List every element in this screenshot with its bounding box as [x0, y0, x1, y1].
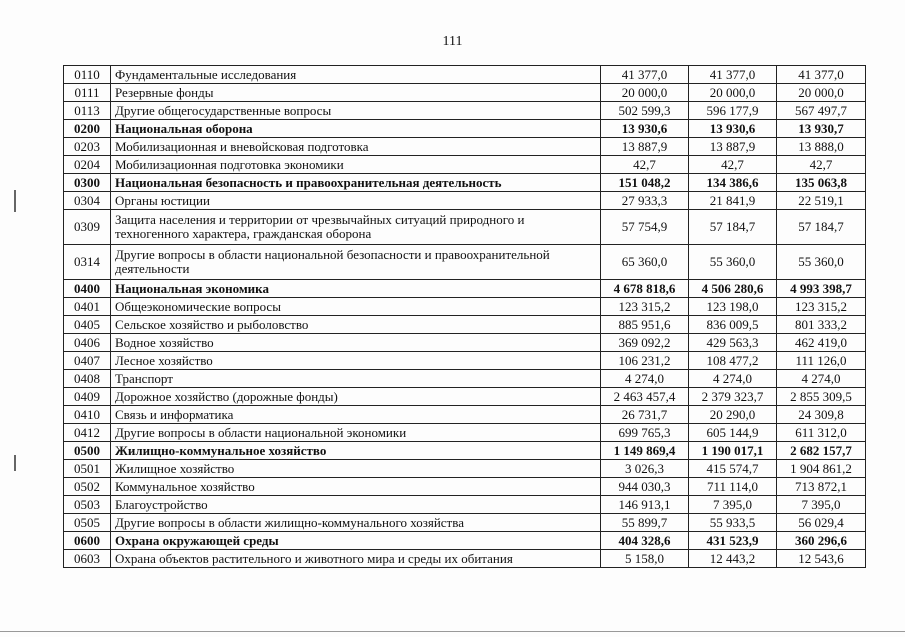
- row-value-3: 111 126,0: [777, 352, 866, 370]
- table-row: [64, 245, 866, 280]
- table-row: [64, 192, 866, 210]
- scan-edge-mark: [14, 455, 16, 471]
- row-value-1: 944 030,3: [601, 478, 689, 496]
- row-name: Защита населения и территории от чрезвычайных ситуаций природного и техногенного характера, гражданская оборона: [111, 210, 601, 245]
- row-value-2: 134 386,6: [689, 174, 777, 192]
- row-value-3: 135 063,8: [777, 174, 866, 192]
- row-code: 0304: [64, 192, 111, 210]
- row-value-1: 151 048,2: [601, 174, 689, 192]
- row-name: Другие общегосударственные вопросы: [111, 102, 601, 120]
- row-value-3: 1 904 861,2: [777, 460, 866, 478]
- row-name: Дорожное хозяйство (дорожные фонды): [111, 388, 601, 406]
- row-name: Благоустройство: [111, 496, 601, 514]
- row-value-2: 20 000,0: [689, 84, 777, 102]
- row-value-3: 4 993 398,7: [777, 280, 866, 298]
- row-name: Сельское хозяйство и рыболовство: [111, 316, 601, 334]
- row-value-1: 4 678 818,6: [601, 280, 689, 298]
- row-value-2: 4 274,0: [689, 370, 777, 388]
- table-row: [64, 370, 866, 388]
- table-row: [64, 138, 866, 156]
- row-value-1: 3 026,3: [601, 460, 689, 478]
- row-value-2: 57 184,7: [689, 210, 777, 245]
- row-name: Коммунальное хозяйство: [111, 478, 601, 496]
- table-row: [64, 550, 866, 568]
- row-name: Жилищно-коммунальное хозяйство: [111, 442, 601, 460]
- section-row: [64, 442, 866, 460]
- row-code: 0401: [64, 298, 111, 316]
- row-code: 0203: [64, 138, 111, 156]
- row-name: Резервные фонды: [111, 84, 601, 102]
- row-code: 0600: [64, 532, 111, 550]
- row-value-1: 65 360,0: [601, 245, 689, 280]
- row-value-2: 108 477,2: [689, 352, 777, 370]
- row-name: Национальная экономика: [111, 280, 601, 298]
- row-code: 0400: [64, 280, 111, 298]
- row-value-1: 41 377,0: [601, 66, 689, 84]
- row-value-1: 57 754,9: [601, 210, 689, 245]
- row-value-2: 711 114,0: [689, 478, 777, 496]
- row-value-3: 13 930,7: [777, 120, 866, 138]
- row-value-3: 2 855 309,5: [777, 388, 866, 406]
- row-value-2: 123 198,0: [689, 298, 777, 316]
- row-name: Фундаментальные исследования: [111, 66, 601, 84]
- row-code: 0410: [64, 406, 111, 424]
- row-value-1: 123 315,2: [601, 298, 689, 316]
- budget-table: [63, 65, 866, 568]
- table-row: [64, 388, 866, 406]
- row-code: 0200: [64, 120, 111, 138]
- row-value-3: 611 312,0: [777, 424, 866, 442]
- row-value-2: 13 887,9: [689, 138, 777, 156]
- table-row: [64, 424, 866, 442]
- row-value-2: 415 574,7: [689, 460, 777, 478]
- row-value-3: 57 184,7: [777, 210, 866, 245]
- table-row: [64, 298, 866, 316]
- row-code: 0405: [64, 316, 111, 334]
- row-code: 0204: [64, 156, 111, 174]
- row-value-2: 55 933,5: [689, 514, 777, 532]
- row-value-1: 13 887,9: [601, 138, 689, 156]
- row-value-2: 13 930,6: [689, 120, 777, 138]
- row-value-1: 699 765,3: [601, 424, 689, 442]
- row-value-1: 5 158,0: [601, 550, 689, 568]
- row-code: 0309: [64, 210, 111, 245]
- row-name: Другие вопросы в области жилищно-коммунального хозяйства: [111, 514, 601, 532]
- row-value-2: 4 506 280,6: [689, 280, 777, 298]
- section-row: [64, 532, 866, 550]
- row-name: Охрана объектов растительного и животного мира и среды их обитания: [111, 550, 601, 568]
- row-value-3: 713 872,1: [777, 478, 866, 496]
- row-name: Органы юстиции: [111, 192, 601, 210]
- page-number: 111: [442, 34, 463, 49]
- section-row: [64, 120, 866, 138]
- row-value-3: 123 315,2: [777, 298, 866, 316]
- row-value-2: 431 523,9: [689, 532, 777, 550]
- row-code: 0503: [64, 496, 111, 514]
- table-row: [64, 316, 866, 334]
- row-value-3: 13 888,0: [777, 138, 866, 156]
- row-value-1: 146 913,1: [601, 496, 689, 514]
- row-value-1: 2 463 457,4: [601, 388, 689, 406]
- row-value-1: 369 092,2: [601, 334, 689, 352]
- row-value-3: 20 000,0: [777, 84, 866, 102]
- row-value-1: 1 149 869,4: [601, 442, 689, 460]
- row-name: Другие вопросы в области национальной безопасности и правоохранительной деятельности: [111, 245, 601, 280]
- row-code: 0408: [64, 370, 111, 388]
- table-row: [64, 478, 866, 496]
- row-name: Мобилизационная подготовка экономики: [111, 156, 601, 174]
- row-value-1: 20 000,0: [601, 84, 689, 102]
- row-value-3: 55 360,0: [777, 245, 866, 280]
- row-name: Мобилизационная и вневойсковая подготовка: [111, 138, 601, 156]
- row-value-2: 1 190 017,1: [689, 442, 777, 460]
- row-value-3: 41 377,0: [777, 66, 866, 84]
- row-name: Охрана окружающей среды: [111, 532, 601, 550]
- table-row: [64, 156, 866, 174]
- table-row: [64, 334, 866, 352]
- section-row: [64, 174, 866, 192]
- row-value-2: 429 563,3: [689, 334, 777, 352]
- row-value-3: 42,7: [777, 156, 866, 174]
- row-value-3: 801 333,2: [777, 316, 866, 334]
- row-value-2: 7 395,0: [689, 496, 777, 514]
- table-row: [64, 352, 866, 370]
- row-value-3: 462 419,0: [777, 334, 866, 352]
- scan-edge-mark: [14, 190, 16, 212]
- row-name: Национальная безопасность и правоохранительная деятельность: [111, 174, 601, 192]
- row-code: 0110: [64, 66, 111, 84]
- row-name: Другие вопросы в области национальной экономики: [111, 424, 601, 442]
- table-row: [64, 514, 866, 532]
- row-code: 0314: [64, 245, 111, 280]
- row-code: 0409: [64, 388, 111, 406]
- row-value-2: 12 443,2: [689, 550, 777, 568]
- row-value-1: 502 599,3: [601, 102, 689, 120]
- row-value-1: 885 951,6: [601, 316, 689, 334]
- row-value-1: 27 933,3: [601, 192, 689, 210]
- row-code: 0300: [64, 174, 111, 192]
- row-value-3: 360 296,6: [777, 532, 866, 550]
- row-code: 0603: [64, 550, 111, 568]
- row-code: 0406: [64, 334, 111, 352]
- row-name: Жилищное хозяйство: [111, 460, 601, 478]
- row-code: 0111: [64, 84, 111, 102]
- table-row: [64, 496, 866, 514]
- row-value-3: 24 309,8: [777, 406, 866, 424]
- row-code: 0407: [64, 352, 111, 370]
- row-name: Общеэкономические вопросы: [111, 298, 601, 316]
- row-code: 0501: [64, 460, 111, 478]
- row-value-3: 567 497,7: [777, 102, 866, 120]
- table-row: [64, 210, 866, 245]
- table-row: [64, 460, 866, 478]
- row-value-1: 55 899,7: [601, 514, 689, 532]
- row-value-1: 42,7: [601, 156, 689, 174]
- row-value-1: 106 231,2: [601, 352, 689, 370]
- row-code: 0500: [64, 442, 111, 460]
- section-row: [64, 280, 866, 298]
- row-name: Водное хозяйство: [111, 334, 601, 352]
- row-value-1: 404 328,6: [601, 532, 689, 550]
- row-value-3: 22 519,1: [777, 192, 866, 210]
- row-code: 0113: [64, 102, 111, 120]
- row-value-1: 26 731,7: [601, 406, 689, 424]
- row-value-3: 7 395,0: [777, 496, 866, 514]
- row-value-3: 12 543,6: [777, 550, 866, 568]
- table-row: [64, 102, 866, 120]
- row-value-2: 42,7: [689, 156, 777, 174]
- row-value-1: 13 930,6: [601, 120, 689, 138]
- row-code: 0412: [64, 424, 111, 442]
- scan-bottom-line: [0, 631, 905, 632]
- row-name: Транспорт: [111, 370, 601, 388]
- row-value-2: 596 177,9: [689, 102, 777, 120]
- row-code: 0505: [64, 514, 111, 532]
- row-value-2: 41 377,0: [689, 66, 777, 84]
- row-value-3: 2 682 157,7: [777, 442, 866, 460]
- row-name: Связь и информатика: [111, 406, 601, 424]
- row-code: 0502: [64, 478, 111, 496]
- row-value-3: 56 029,4: [777, 514, 866, 532]
- row-value-2: 836 009,5: [689, 316, 777, 334]
- row-value-2: 605 144,9: [689, 424, 777, 442]
- table-row: [64, 66, 866, 84]
- row-value-2: 20 290,0: [689, 406, 777, 424]
- row-value-1: 4 274,0: [601, 370, 689, 388]
- budget-table-body: [64, 66, 866, 568]
- row-name: Национальная оборона: [111, 120, 601, 138]
- row-value-3: 4 274,0: [777, 370, 866, 388]
- row-value-2: 55 360,0: [689, 245, 777, 280]
- table-row: [64, 84, 866, 102]
- row-name: Лесное хозяйство: [111, 352, 601, 370]
- row-value-2: 2 379 323,7: [689, 388, 777, 406]
- table-row: [64, 406, 866, 424]
- row-value-2: 21 841,9: [689, 192, 777, 210]
